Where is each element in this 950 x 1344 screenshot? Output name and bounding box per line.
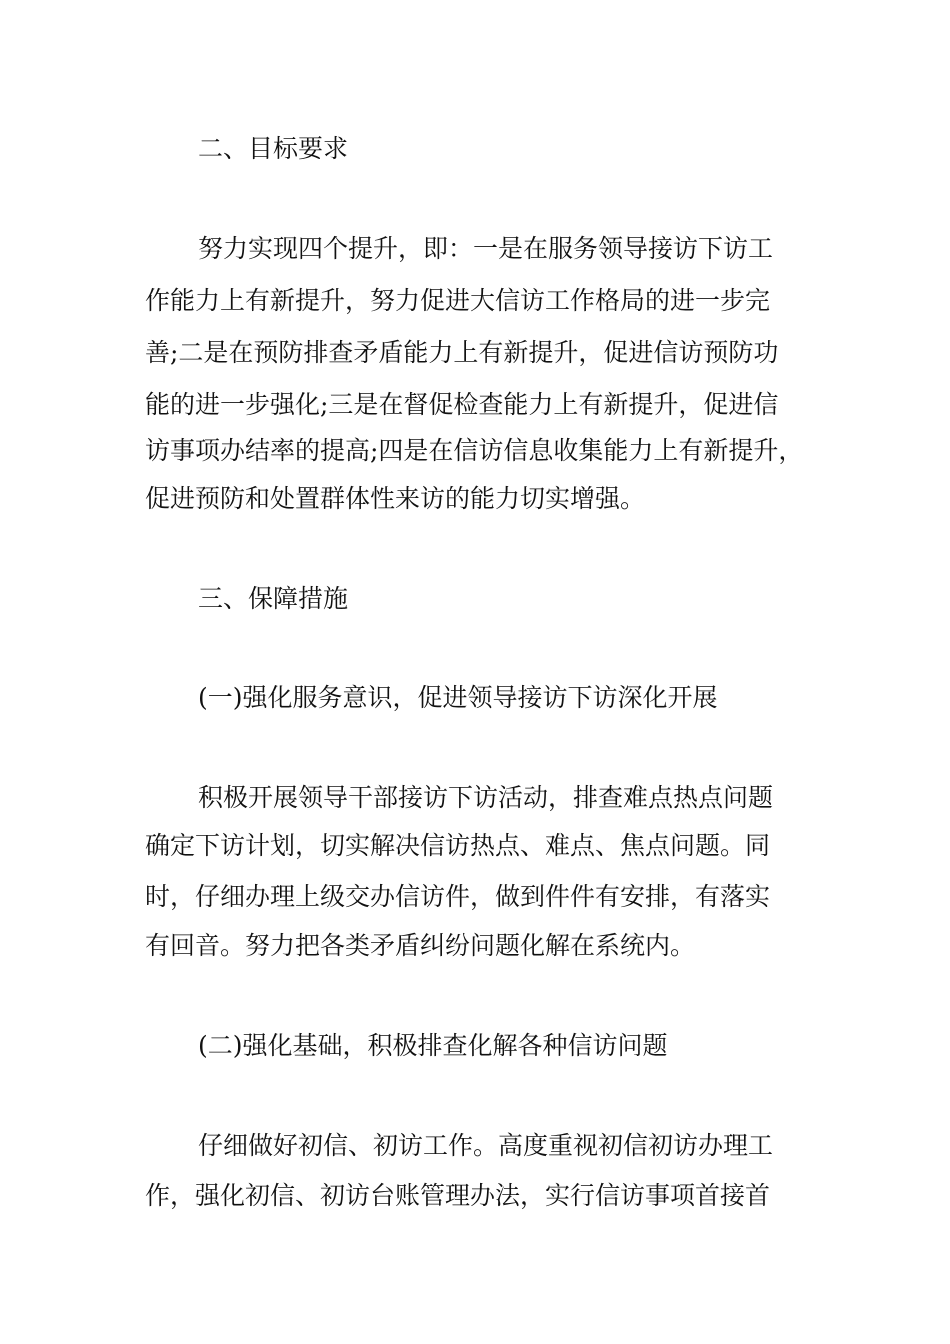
paragraph-line: 有回音。努力把各类矛盾纠纷问题化解在系统内。 bbox=[145, 931, 696, 960]
goals-paragraph-line: 访事项办结率的提高;四是在信访信息收集能力上有新提升， bbox=[145, 436, 804, 465]
goals-paragraph-line: 努力实现四个提升，即：一是在服务领导接访下访工 bbox=[198, 234, 774, 263]
paragraph-line: 确定下访计划，切实解决信访热点、难点、焦点问题。同 bbox=[145, 831, 771, 860]
paragraph-line: 仔细做好初信、初访工作。高度重视初信初访办理工 bbox=[198, 1131, 774, 1160]
subheading-service-awareness: (一)强化服务意识，促进领导接访下访深化开展 bbox=[198, 683, 718, 712]
goals-paragraph-line: 善;二是在预防排查矛盾能力上有新提升，促进信访预防功 bbox=[145, 338, 779, 367]
paragraph-line: 时，仔细办理上级交办信访件，做到件件有安排，有落实 bbox=[145, 882, 771, 911]
paragraph-line: 作，强化初信、初访台账管理办法，实行信访事项首接首 bbox=[145, 1181, 771, 1210]
section-heading-goals: 二、目标要求 bbox=[198, 134, 349, 163]
goals-paragraph-line: 促进预防和处置群体性来访的能力切实增强。 bbox=[145, 484, 646, 513]
section-heading-measures: 三、保障措施 bbox=[198, 584, 349, 613]
goals-paragraph-line: 作能力上有新提升，努力促进大信访工作格局的进一步完 bbox=[145, 286, 771, 315]
subheading-strengthen-basics: (二)强化基础，积极排查化解各种信访问题 bbox=[198, 1031, 668, 1060]
goals-paragraph-line: 能的进一步强化;三是在督促检查能力上有新提升，促进信 bbox=[145, 390, 779, 419]
paragraph-line: 积极开展领导干部接访下访活动，排查难点热点问题 bbox=[198, 783, 774, 812]
